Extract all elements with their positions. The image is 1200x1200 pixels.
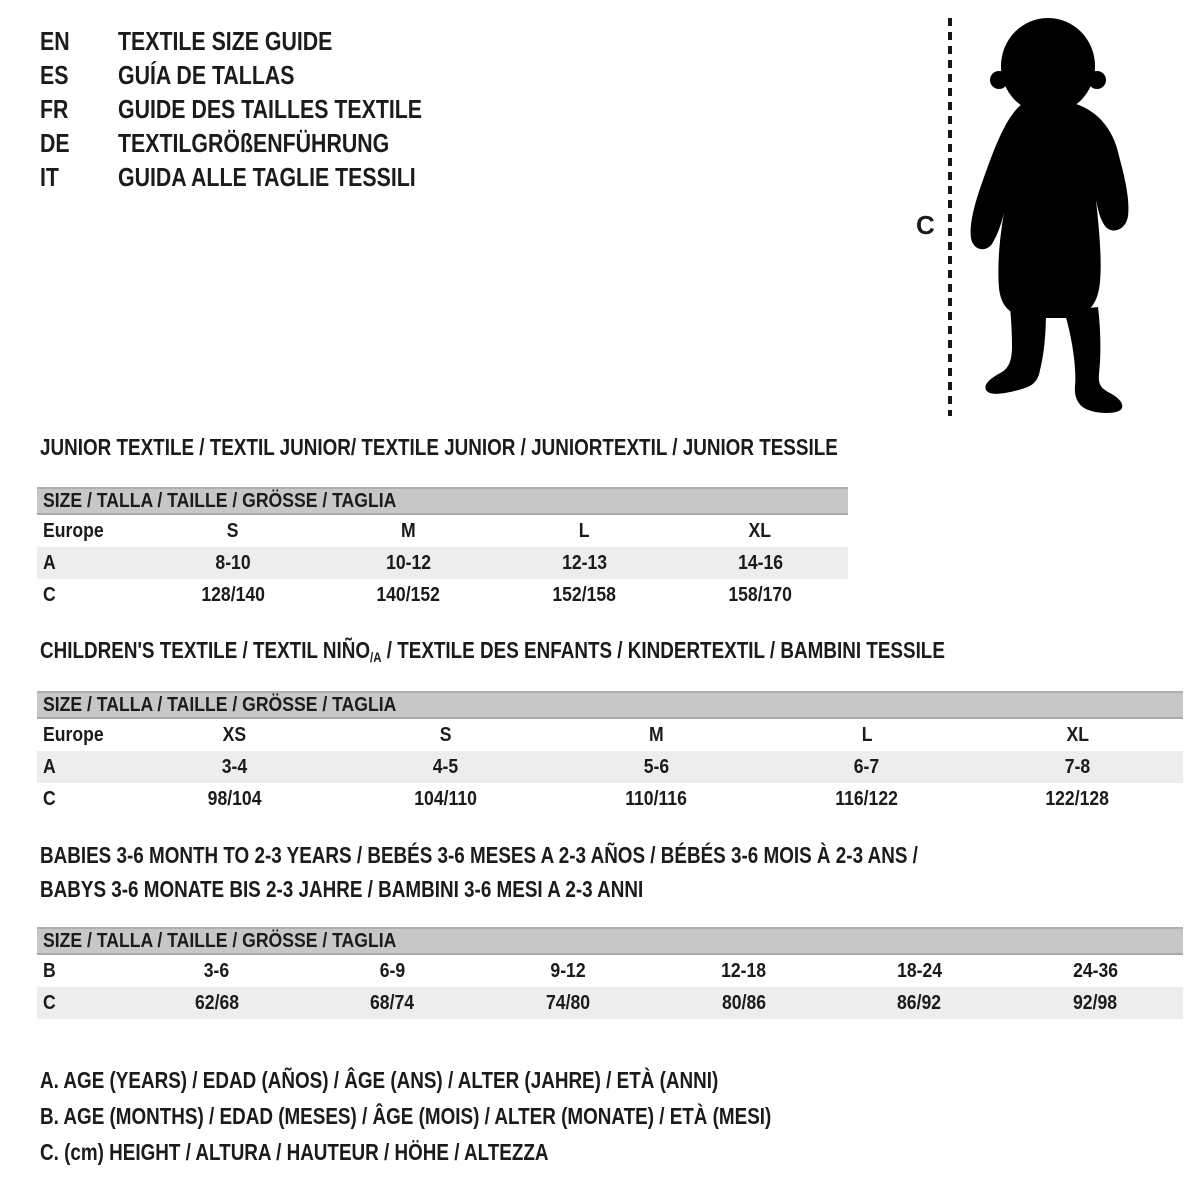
baby-leg-left: [985, 306, 1046, 394]
size-cell: M: [648, 723, 664, 746]
age-cell: 6-7: [854, 755, 880, 778]
size-cell: M: [401, 519, 416, 542]
size-cell: S: [439, 723, 452, 746]
language-code: DE: [40, 127, 70, 158]
age-cell: 8-10: [215, 551, 251, 574]
baby-ear-right: [1088, 71, 1106, 89]
height-cell: 110/116: [625, 787, 687, 810]
months-cell: 12-18: [721, 959, 767, 982]
height-cell: 86/92: [897, 991, 942, 1014]
table-row-months: [37, 955, 1183, 987]
babies-size-table: [37, 927, 1183, 1019]
size-header-label: SIZE / TALLA / TAILLE / GRÖSSE / TAGLIA: [43, 489, 397, 512]
babies-heading-line2: BABYS 3-6 MONATE BIS 2-3 JAHRE / BAMBINI 3-6 MESI A 2-3 ANNI: [40, 876, 644, 902]
guide-title-es: GUÍA DE TALLAS: [118, 59, 295, 90]
height-cell: 68/74: [370, 991, 415, 1014]
age-cell: 5-6: [643, 755, 669, 778]
junior-section-heading: JUNIOR TEXTILE / TEXTIL JUNIOR/ TEXTILE JUNIOR / JUNIORTEXTIL / JUNIOR TESSILE: [40, 434, 838, 460]
language-code: IT: [40, 161, 59, 192]
months-cell: 6-9: [379, 959, 406, 982]
children-size-table: [37, 691, 1183, 815]
row-label: Europe: [43, 519, 104, 542]
language-guide: [40, 24, 489, 194]
baby-torso-arms: [971, 104, 1129, 318]
children-heading-pre: CHILDREN'S TEXTILE / TEXTIL NIÑO: [40, 637, 371, 663]
size-header-bar: [37, 487, 848, 515]
height-cell: 98/104: [207, 787, 262, 810]
guide-title-fr: GUIDE DES TAILLES TEXTILE: [118, 93, 423, 124]
size-header-label: SIZE / TALLA / TAILLE / GRÖSSE / TAGLIA: [43, 929, 397, 952]
children-heading-post: / TEXTILE DES ENFANTS / KINDERTEXTIL / BAMBINI TESSILE: [381, 637, 945, 663]
height-cell: 62/68: [194, 991, 239, 1014]
size-cell: XL: [1066, 723, 1089, 746]
language-row-es: [40, 58, 489, 92]
height-cell: 152/158: [552, 583, 617, 606]
row-label: A: [43, 551, 56, 574]
height-dashed-line: [948, 18, 952, 416]
height-cell: 104/110: [413, 787, 477, 810]
size-header-bar: [37, 691, 1183, 719]
size-header-label: SIZE / TALLA / TAILLE / GRÖSSE / TAGLIA: [43, 693, 397, 716]
footnote-height: C. (cm) HEIGHT / ALTURA / HAUTEUR / HÖHE / ALTEZZA: [40, 1139, 549, 1165]
footnote-age-years: A. AGE (YEARS) / EDAD (AÑOS) / ÂGE (ANS) / ALTER (JAHRE) / ETÀ (ANNI): [40, 1067, 719, 1093]
age-cell: 7-8: [1064, 755, 1091, 778]
babies-section-heading: [40, 838, 1111, 906]
age-cell: 3-4: [221, 755, 248, 778]
size-header-bar: [37, 927, 1183, 955]
height-cell: 122/128: [1045, 787, 1110, 810]
size-cell: L: [578, 519, 590, 542]
height-cell: 140/152: [376, 583, 441, 606]
row-label: C: [43, 787, 56, 810]
language-row-de: [40, 126, 489, 160]
baby-ear-left: [990, 71, 1008, 89]
guide-title-en: TEXTILE SIZE GUIDE: [118, 25, 333, 56]
height-cell: 158/170: [728, 583, 792, 606]
height-cell: 92/98: [1073, 991, 1118, 1014]
language-code: ES: [40, 59, 69, 90]
months-cell: 18-24: [897, 959, 943, 982]
baby-leg-right: [1064, 307, 1122, 413]
table-row-height: [37, 783, 1183, 815]
height-cell: 80/86: [721, 991, 766, 1014]
months-cell: 24-36: [1072, 959, 1118, 982]
age-cell: 12-13: [561, 551, 607, 574]
language-row-it: [40, 160, 489, 194]
size-cell: L: [861, 723, 873, 746]
footnote-age-months: B. AGE (MONTHS) / EDAD (MESES) / ÂGE (MOIS) / ALTER (MONATE) / ETÀ (MESI): [40, 1103, 772, 1129]
height-cell: 116/122: [835, 787, 899, 810]
table-row-height: [37, 579, 848, 611]
children-heading-sub: /A: [370, 649, 382, 665]
height-cell: 128/140: [201, 583, 265, 606]
language-row-en: [40, 24, 489, 58]
row-label: C: [43, 583, 56, 606]
footnotes: [40, 1062, 932, 1170]
months-cell: 3-6: [204, 959, 230, 982]
language-row-fr: [40, 92, 489, 126]
size-cell: XS: [222, 723, 247, 746]
guide-title-de: TEXTILGRÖßENFÜHRUNG: [118, 127, 390, 158]
age-cell: 10-12: [386, 551, 432, 574]
row-label: C: [43, 991, 56, 1014]
children-section-heading: [40, 637, 1144, 665]
baby-head: [1001, 18, 1095, 114]
guide-title-it: GUIDA ALLE TAGLIE TESSILI: [118, 161, 416, 192]
table-row-height: [37, 987, 1183, 1019]
language-code: EN: [40, 25, 70, 56]
language-code: FR: [40, 93, 69, 124]
age-cell: 4-5: [432, 755, 458, 778]
table-row-europe: [37, 719, 1183, 751]
baby-silhouette-icon: [966, 16, 1134, 416]
row-label: B: [43, 959, 56, 982]
table-row-age: [37, 547, 848, 579]
row-label: Europe: [43, 723, 104, 746]
height-cell: 74/80: [546, 991, 591, 1014]
size-cell: S: [227, 519, 239, 542]
months-cell: 9-12: [550, 959, 586, 982]
row-label: A: [43, 755, 56, 778]
age-cell: 14-16: [737, 551, 783, 574]
babies-heading-line1: BABIES 3-6 MONTH TO 2-3 YEARS / BEBÉS 3-6 MESES A 2-3 AÑOS / BÉBÉS 3-6 MOIS À 2-3 ANS /: [40, 842, 918, 868]
height-measure-label: C: [916, 210, 935, 240]
table-row-age: [37, 751, 1183, 783]
table-row-europe: [37, 515, 848, 547]
size-cell: XL: [748, 519, 772, 542]
junior-size-table: [37, 487, 848, 611]
